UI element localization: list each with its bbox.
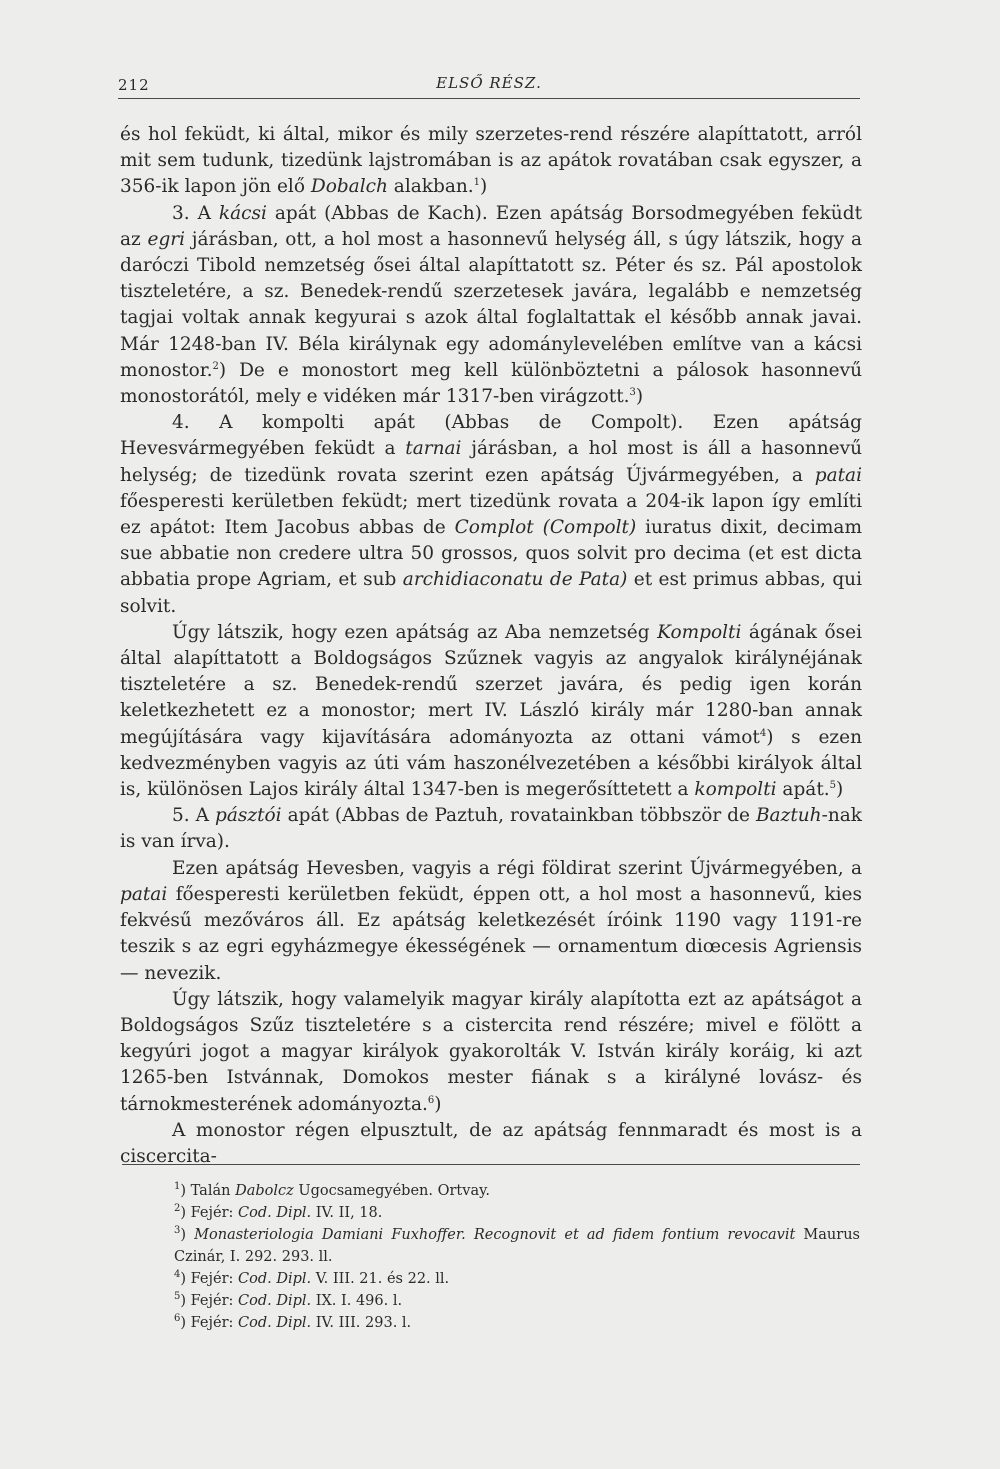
text-run: járásban, a hol most is áll a hasonnevű helység; de tizedünk rovata szerint ezen apátság Újvármegyében, a: [120, 438, 862, 486]
italic-text: Complot (Compolt): [454, 517, 637, 539]
text-run: Ezen apátság Hevesben, vagyis a régi földirat szerint Újvármegyében, a: [172, 857, 862, 879]
italic-text: Baztuh: [755, 805, 822, 827]
italic-text: Dobalch: [310, 176, 388, 198]
paragraph: [120, 620, 862, 803]
footnote: [122, 1180, 860, 1202]
text-run: Maurus Czinár, I. 292. 293. ll.: [174, 1227, 860, 1265]
italic-text: patai: [814, 464, 862, 486]
italic-text: kácsi: [218, 202, 267, 224]
italic-text: Dabolcz: [235, 1183, 294, 1199]
italic-text: Kompolti: [657, 621, 742, 643]
text-run: ): [635, 386, 644, 408]
footnote-ref: 4: [174, 1269, 181, 1281]
running-title: ELSŐ RÉSZ.: [436, 74, 542, 92]
footnotes: [122, 1180, 860, 1334]
paragraph: [120, 201, 862, 411]
text-run: főesperesti kerületben feküdt, éppen ott, a hol most a hasonnevű, kies fekvésű mezőváros áll. Ez apátság keletkezését íróink 1190 vagy 1191-re teszik s az egri egyházmegye ékességének — ornamentum diœcesis Agriensis — nevezik.: [120, 883, 862, 984]
italic-text: Cod. Dipl.: [238, 1315, 312, 1331]
italic-text: Cod. Dipl.: [238, 1271, 312, 1287]
text-run: IV. III. 293. l.: [311, 1315, 412, 1331]
text-run: ) Fejér:: [180, 1205, 238, 1221]
text-run: ) Fejér:: [180, 1271, 238, 1287]
header-rule: [118, 98, 860, 99]
paragraph: [120, 803, 862, 855]
text-run: és hol feküdt, ki által, mikor és mily szerzetes-rend részére alapíttatott, arról mit sem tudunk, tizedünk lajstromában is az apátok rovatában csak egyszer, a 356-ik lapon jön elő: [120, 124, 862, 198]
text-run: ágának ősei által alapíttatott a Boldogságos Szűznek vagyis az angyalok királynéjának tiszteletére a sz. Benedek-rendű szerzet javára, és pedig igen korán keletkezhetett ez a monostor; mert IV. László király már 1280-ban annak megújítására vagy kijavítására adományozta az ottani vámot: [120, 621, 862, 748]
italic-text: kompolti: [694, 779, 777, 801]
italic-text: Cod. Dipl.: [238, 1293, 312, 1309]
text-run: Úgy látszik, hogy valamelyik magyar király alapította ezt az apátságot a Boldogságos Szűz tiszteletére s a cistercita rend részére; mivel e fölött a kegyúri jogot a magyar királyok gyakorolták V. István király koráig, ki azt 1265-ben Istvánnak, Domokos mester fiának s a királyné lovász- és tárnokmesterének adományozta.: [120, 988, 862, 1115]
italic-text: egri: [147, 228, 186, 250]
text-run: et est primus abbas, qui solvit.: [120, 569, 862, 617]
paragraph: [120, 122, 862, 201]
text-run: alakban.: [387, 176, 474, 198]
page-number: 212: [118, 76, 150, 94]
text-run: főesperesti kerületben feküdt; mert tizedünk rovata a 204-ik lapon így említi ez apátot: Item Jacobus abbas de: [120, 490, 862, 539]
text-run: ) s ezen kedvezményben vagyis az úti vám haszonélvezetében a későbbi királyok által is, különösen Lajos király által 1347-ben is megerősíttetett a: [120, 726, 862, 801]
text-run: ) Fejér:: [180, 1293, 238, 1309]
text-run: IV. II, 18.: [311, 1205, 383, 1221]
text-run: A monostor régen elpusztult, de az apátság fennmaradt és most is a ciscercita-: [120, 1119, 862, 1167]
italic-text: tarnai: [405, 438, 462, 460]
text-run: V. III. 21. és 22. ll.: [311, 1271, 450, 1287]
footnote-ref: 1: [473, 177, 481, 189]
footnote-ref: 6: [174, 1313, 181, 1325]
paragraph: [120, 410, 862, 620]
paragraph: [120, 856, 862, 987]
text-run: ) Talán: [180, 1183, 236, 1199]
text-run: -nak is van írva).: [120, 805, 862, 853]
text-run: Úgy látszik, hogy ezen apátság az Aba nemzetség: [172, 621, 658, 643]
page-header: [118, 72, 860, 98]
body-text: [120, 122, 862, 1170]
footnote: [122, 1268, 860, 1290]
text-run: 5. A: [172, 805, 215, 827]
footnote-ref: 3: [629, 386, 636, 398]
text-run: ) Fejér:: [180, 1315, 238, 1331]
text-run: ): [434, 1093, 442, 1115]
footnote-ref: 2: [174, 1203, 181, 1215]
footnote-ref: 6: [427, 1094, 435, 1106]
text-run: ): [180, 1227, 195, 1243]
footnote-ref: 5: [829, 779, 837, 791]
italic-text: patai: [120, 883, 168, 905]
text-run: ): [480, 176, 488, 198]
text-run: 4. A kompolti apát (Abbas de Compolt). Ezen apátság Hevesvármegyében feküdt a: [120, 412, 862, 460]
text-run: apát.: [776, 779, 830, 801]
text-run: 3. A: [172, 202, 219, 224]
footnote-ref: 5: [174, 1291, 181, 1303]
footnote: [122, 1312, 860, 1334]
footnote-ref: 1: [174, 1181, 181, 1193]
italic-text: pásztói: [214, 805, 282, 827]
text-run: IX. I. 496. l.: [311, 1293, 403, 1309]
text-run: járásban, ott, a hol most a hasonnevű helység áll, s úgy látszik, hogy a daróczi Tibold nemzetség ősei által alapíttatott sz. Péter és sz. Pál apostolok tiszteletére, a sz. Benedek-rendű szerzetesek javára, legalább e nemzetség tagjai voltak annak kegyurai s azok által foglaltattak el később annak javai. Már 1248-ban IV. Béla királynak egy adománylevelében említve van a kácsi monostor.: [120, 228, 862, 381]
text-run: iuratus dixit, decimam sue abbatie non credere ultra 50 grossos, quos solvit pro decima (et est dicta abbatia prope Agriam, et sub: [120, 517, 863, 591]
paragraph: [120, 1118, 862, 1170]
text-run: Ugocsamegyében. Ortvay.: [293, 1183, 490, 1199]
italic-text: archidiaconatu de Pata): [402, 569, 628, 591]
footnote-rule: [122, 1164, 860, 1165]
text-run: apát (Abbas de Kach). Ezen apátság Borsodmegyében feküdt az: [120, 202, 863, 250]
footnote: [122, 1290, 860, 1312]
footnote-ref: 3: [174, 1225, 181, 1237]
text-run: apát (Abbas de Paztuh, rovatainkban többször de: [281, 805, 756, 827]
italic-text: Cod. Dipl.: [238, 1205, 312, 1221]
paragraph: [120, 987, 862, 1118]
footnote: [122, 1202, 860, 1224]
italic-text: Monasteriologia Damiani Fuxhoffer. Recognovit et ad fidem fontium revocavit: [194, 1227, 796, 1243]
footnote-ref: 2: [212, 360, 219, 372]
footnote: [122, 1224, 860, 1268]
text-run: ): [836, 779, 844, 801]
text-run: ) De e monostort meg kell különböztetni a pálosok hasonnevű monostorától, mely e vidéken már 1317-ben virágzott.: [120, 359, 862, 408]
footnote-ref: 4: [759, 727, 767, 739]
